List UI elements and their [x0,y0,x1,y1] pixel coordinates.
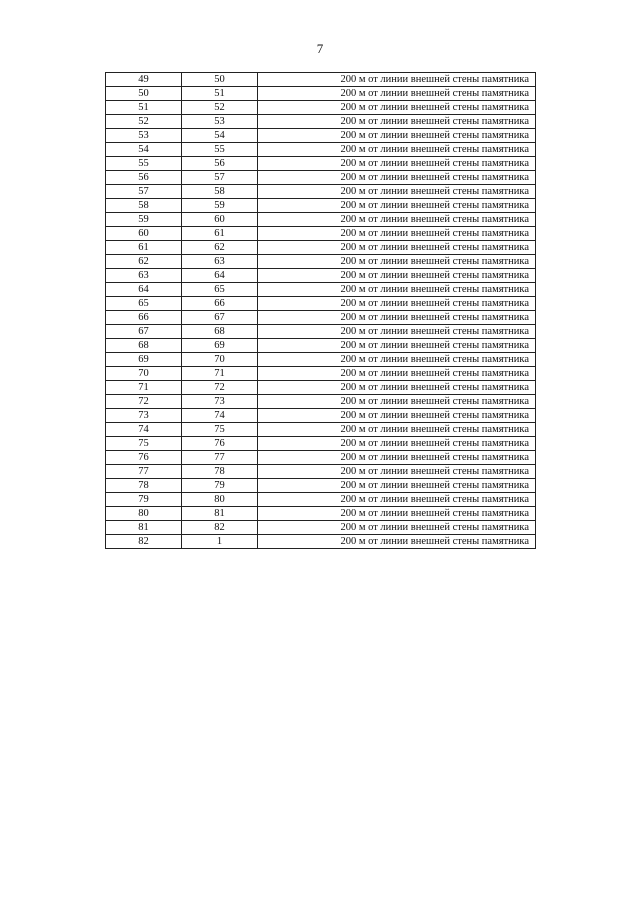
point-from: 66 [106,311,182,325]
point-from: 80 [106,507,182,521]
table-row [106,115,536,129]
table-row [106,129,536,143]
table-row [106,381,536,395]
table-row [106,171,536,185]
table-row [106,395,536,409]
point-from: 56 [106,171,182,185]
segment-description: 200 м от линии внешней стены памятника [258,479,536,493]
point-to: 57 [182,171,258,185]
point-to: 68 [182,325,258,339]
point-from: 74 [106,423,182,437]
point-to: 65 [182,283,258,297]
table-body [106,73,536,549]
point-to: 52 [182,101,258,115]
table-row [106,367,536,381]
segment-description: 200 м от линии внешней стены памятника [258,465,536,479]
table-row [106,479,536,493]
segment-description: 200 м от линии внешней стены памятника [258,255,536,269]
segment-description: 200 м от линии внешней стены памятника [258,423,536,437]
point-from: 67 [106,325,182,339]
point-from: 51 [106,101,182,115]
segment-description: 200 м от линии внешней стены памятника [258,171,536,185]
segment-description: 200 м от линии внешней стены памятника [258,311,536,325]
segment-description: 200 м от линии внешней стены памятника [258,283,536,297]
segment-description: 200 м от линии внешней стены памятника [258,87,536,101]
point-from: 73 [106,409,182,423]
point-to: 54 [182,129,258,143]
point-to: 55 [182,143,258,157]
point-to: 59 [182,199,258,213]
point-from: 75 [106,437,182,451]
segment-description: 200 м от линии внешней стены памятника [258,353,536,367]
point-from: 57 [106,185,182,199]
point-to: 70 [182,353,258,367]
point-to: 79 [182,479,258,493]
table-row [106,437,536,451]
point-from: 78 [106,479,182,493]
segment-description: 200 м от линии внешней стены памятника [258,199,536,213]
segment-description: 200 м от линии внешней стены памятника [258,451,536,465]
table-row [106,283,536,297]
point-from: 64 [106,283,182,297]
point-from: 58 [106,199,182,213]
point-from: 72 [106,395,182,409]
segment-description: 200 м от линии внешней стены памятника [258,493,536,507]
point-to: 56 [182,157,258,171]
table-row [106,157,536,171]
point-from: 49 [106,73,182,87]
segment-description: 200 м от линии внешней стены памятника [258,507,536,521]
point-from: 70 [106,367,182,381]
point-from: 77 [106,465,182,479]
table-row [106,507,536,521]
point-to: 66 [182,297,258,311]
point-to: 60 [182,213,258,227]
point-from: 81 [106,521,182,535]
segment-description: 200 м от линии внешней стены памятника [258,339,536,353]
table-row [106,199,536,213]
point-from: 60 [106,227,182,241]
segment-description: 200 м от линии внешней стены памятника [258,409,536,423]
segment-description: 200 м от линии внешней стены памятника [258,437,536,451]
point-to: 61 [182,227,258,241]
segment-description: 200 м от линии внешней стены памятника [258,297,536,311]
point-from: 54 [106,143,182,157]
point-to: 1 [182,535,258,549]
point-to: 58 [182,185,258,199]
segment-description: 200 м от линии внешней стены памятника [258,157,536,171]
point-to: 64 [182,269,258,283]
point-to: 76 [182,437,258,451]
table-row [106,311,536,325]
segment-description: 200 м от линии внешней стены памятника [258,269,536,283]
point-from: 65 [106,297,182,311]
table-row [106,213,536,227]
page-number: 7 [316,41,324,56]
table-row [106,339,536,353]
point-to: 82 [182,521,258,535]
segment-description: 200 м от линии внешней стены памятника [258,73,536,87]
point-to: 69 [182,339,258,353]
point-to: 72 [182,381,258,395]
segment-description: 200 м от линии внешней стены памятника [258,115,536,129]
point-to: 50 [182,73,258,87]
table-row [106,269,536,283]
table-row [106,535,536,549]
point-to: 80 [182,493,258,507]
point-to: 78 [182,465,258,479]
point-to: 73 [182,395,258,409]
segment-description: 200 м от линии внешней стены памятника [258,227,536,241]
segment-description: 200 м от линии внешней стены памятника [258,101,536,115]
point-to: 53 [182,115,258,129]
segment-description: 200 м от линии внешней стены памятника [258,241,536,255]
table-row [106,185,536,199]
table-row [106,255,536,269]
point-from: 59 [106,213,182,227]
segment-description: 200 м от линии внешней стены памятника [258,381,536,395]
point-from: 63 [106,269,182,283]
point-to: 67 [182,311,258,325]
table-row [106,493,536,507]
point-to: 74 [182,409,258,423]
point-from: 52 [106,115,182,129]
point-from: 76 [106,451,182,465]
point-from: 61 [106,241,182,255]
point-from: 50 [106,87,182,101]
point-from: 71 [106,381,182,395]
segment-description: 200 м от линии внешней стены памятника [258,325,536,339]
segment-description: 200 м от линии внешней стены памятника [258,395,536,409]
table-row [106,451,536,465]
segment-description: 200 м от линии внешней стены памятника [258,521,536,535]
table-row [106,227,536,241]
table-row [106,465,536,479]
point-from: 62 [106,255,182,269]
point-to: 62 [182,241,258,255]
table-row [106,241,536,255]
table-row [106,297,536,311]
boundary-points-table [105,72,536,549]
segment-description: 200 м от линии внешней стены памятника [258,185,536,199]
table-row [106,73,536,87]
point-to: 63 [182,255,258,269]
point-from: 55 [106,157,182,171]
table-row [106,423,536,437]
point-from: 68 [106,339,182,353]
point-to: 75 [182,423,258,437]
segment-description: 200 м от линии внешней стены памятника [258,535,536,549]
point-to: 81 [182,507,258,521]
table-row [106,325,536,339]
table-row [106,87,536,101]
segment-description: 200 м от линии внешней стены памятника [258,367,536,381]
table-row [106,101,536,115]
segment-description: 200 м от линии внешней стены памятника [258,129,536,143]
point-to: 51 [182,87,258,101]
table-row [106,409,536,423]
point-from: 79 [106,493,182,507]
point-from: 69 [106,353,182,367]
table-row [106,521,536,535]
point-to: 71 [182,367,258,381]
segment-description: 200 м от линии внешней стены памятника [258,143,536,157]
point-to: 77 [182,451,258,465]
table-row [106,143,536,157]
point-from: 53 [106,129,182,143]
segment-description: 200 м от линии внешней стены памятника [258,213,536,227]
point-from: 82 [106,535,182,549]
table-row [106,353,536,367]
